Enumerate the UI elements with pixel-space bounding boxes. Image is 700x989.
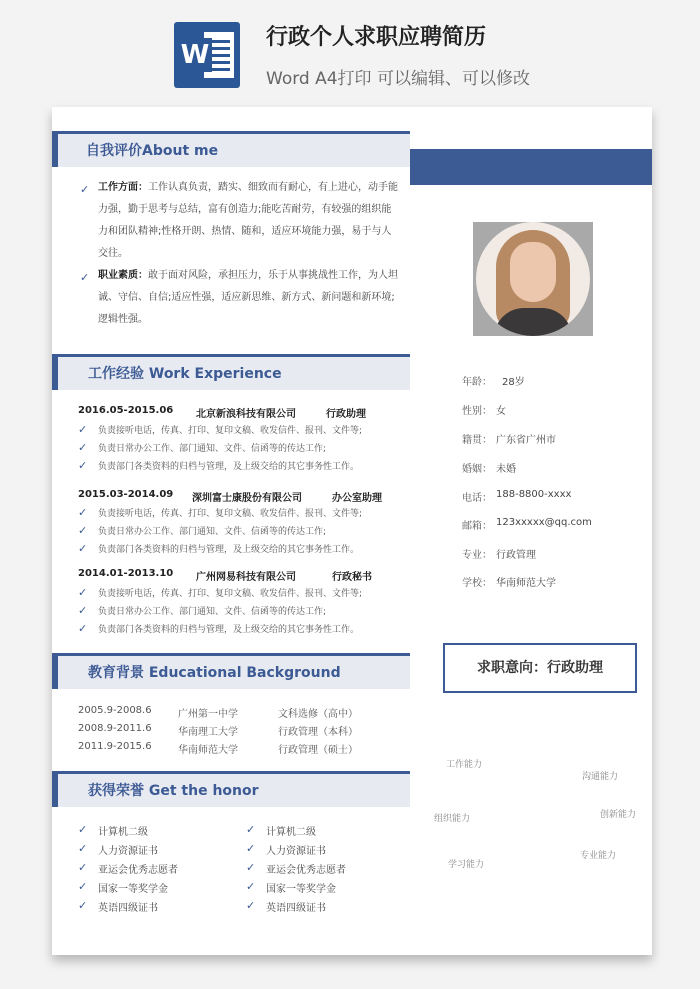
job-duty: 负责部门各类资料的归档与管理，及上级交给的其它事务性工作。 (98, 625, 360, 635)
job-duty: 负责部门各类资料的归档与管理，及上级交给的其它事务性工作。 (98, 462, 360, 472)
info-label-school: 学校： (462, 578, 492, 589)
section-education-heading: 教育背景 Educational Background (52, 653, 410, 689)
check-icon: ✓ (78, 842, 88, 855)
job-company: 广州网易科技有限公司 (196, 572, 296, 583)
skill-label: 学习能力 (448, 860, 485, 870)
info-phone: 188-8800-xxxx (496, 489, 572, 500)
about-item-quality: 职业素质：敢于面对风险，承担压力，乐于从事挑战性工作，为人坦诚、守信、自信;适应性强，适应新思维、新方式、新问题和新环境;逻辑性强。 (98, 270, 398, 325)
check-icon: ✓ (246, 899, 256, 912)
honor-item: 国家一等奖学金 (98, 884, 168, 895)
job-title: 办公室助理 (332, 493, 382, 504)
honor-item: 英语四级证书 (98, 903, 158, 914)
check-icon: ✓ (78, 899, 88, 912)
job-duty: 负责日常办公工作、部门通知、文件、信函等的传达工作; (98, 527, 327, 537)
page-title: 行政个人求职应聘简历 (266, 25, 487, 50)
info-age: 28岁 (502, 377, 525, 388)
job-period: 2016.05-2015.06 (78, 405, 174, 416)
honor-item: 国家一等奖学金 (266, 884, 336, 895)
honor-item: 亚运会优秀志愿者 (98, 865, 178, 876)
job-duty: 负责部门各类资料的归档与管理，及上级交给的其它事务性工作。 (98, 545, 360, 555)
edu-school: 广州第一中学 (178, 709, 238, 720)
check-icon: ✓ (78, 542, 88, 555)
job-duty: 负责接听电话，传真、打印、复印文稿、收发信件、报刊、文件等; (98, 426, 363, 436)
info-email: 123xxxxx@qq.com (496, 517, 592, 528)
info-major: 行政管理 (496, 550, 536, 561)
check-icon: ✓ (78, 604, 88, 617)
section-honor-heading: 获得荣誉 Get the honor (52, 771, 410, 807)
check-icon: ✓ (78, 459, 88, 472)
info-label-gender: 性别： (462, 406, 492, 417)
skill-label: 工作能力 (446, 760, 483, 770)
check-icon: ✓ (80, 183, 90, 196)
check-icon: ✓ (78, 586, 88, 599)
check-icon: ✓ (246, 861, 256, 874)
section-about-heading: 自我评价About me (52, 131, 410, 167)
edu-period: 2005.9-2008.6 (78, 705, 152, 716)
edu-major: 行政管理（硕士） (278, 745, 358, 756)
info-school: 华南师范大学 (496, 578, 556, 589)
check-icon: ✓ (246, 880, 256, 893)
honor-item: 英语四级证书 (266, 903, 326, 914)
edu-period: 2011.9-2015.6 (78, 741, 152, 752)
job-company: 深圳富士康股份有限公司 (192, 493, 302, 504)
check-icon: ✓ (246, 823, 256, 836)
info-origin: 广东省广州市 (496, 435, 556, 446)
info-label-major: 专业： (462, 550, 492, 561)
about-item-work: 工作方面：工作认真负责，踏实、细致而有耐心，有上进心，动手能力强，勤于思考与总结，富有创造力;能吃苦耐劳，有较强的组织能力和团队精神;性格开朗、热情、随和，适应环境能力强，易于与人交往。 (98, 182, 398, 259)
job-duty: 负责接听电话，传真、打印、复印文稿、收发信件、报刊、文件等; (98, 509, 363, 519)
check-icon: ✓ (80, 271, 90, 284)
check-icon: ✓ (78, 622, 88, 635)
info-label-phone: 电话： (462, 493, 492, 504)
job-duty: 负责接听电话，传真、打印、复印文稿、收发信件、报刊、文件等; (98, 589, 363, 599)
info-gender: 女 (496, 406, 506, 417)
info-label-email: 邮箱： (462, 521, 492, 532)
word-letter: W (178, 38, 212, 72)
skill-label: 创新能力 (600, 810, 637, 820)
avatar (476, 222, 590, 336)
honor-item: 计算机二级 (98, 827, 148, 838)
resume-paper (52, 107, 652, 955)
section-experience-heading: 工作经验 Work Experience (52, 354, 410, 390)
avatar-frame (473, 222, 593, 336)
honor-item: 亚运会优秀志愿者 (266, 865, 346, 876)
info-label-origin: 籍贯： (462, 435, 492, 446)
job-duty: 负责日常办公工作、部门通知、文件、信函等的传达工作; (98, 444, 327, 454)
info-label-age: 年龄： (462, 377, 492, 388)
edu-period: 2008.9-2011.6 (78, 723, 152, 734)
check-icon: ✓ (78, 423, 88, 436)
check-icon: ✓ (246, 842, 256, 855)
job-company: 北京新浪科技有限公司 (196, 409, 296, 420)
skill-label: 专业能力 (580, 851, 617, 861)
honor-item: 人力资源证书 (266, 846, 326, 857)
page-subtitle: Word A4打印 可以编辑、可以修改 (266, 69, 530, 89)
job-title: 行政助理 (326, 409, 366, 420)
job-period: 2014.01-2013.10 (78, 568, 174, 579)
edu-major: 文科选修（高中） (278, 709, 358, 720)
job-duty: 负责日常办公工作、部门通知、文件、信函等的传达工作; (98, 607, 327, 617)
info-marital: 未婚 (496, 464, 516, 475)
check-icon: ✓ (78, 441, 88, 454)
honor-item: 人力资源证书 (98, 846, 158, 857)
check-icon: ✓ (78, 823, 88, 836)
check-icon: ✓ (78, 524, 88, 537)
check-icon: ✓ (78, 506, 88, 519)
honor-item: 计算机二级 (266, 827, 316, 838)
objective-box (443, 643, 637, 693)
edu-school: 华南师范大学 (178, 745, 238, 756)
check-icon: ✓ (78, 880, 88, 893)
info-label-marital: 婚姻： (462, 464, 492, 475)
check-icon: ✓ (78, 861, 88, 874)
accent-bar (410, 149, 652, 185)
job-period: 2015.03-2014.09 (78, 489, 174, 500)
skill-label: 组织能力 (434, 814, 471, 824)
job-title: 行政秘书 (332, 572, 372, 583)
objective-text: 求职意向：行政助理 (477, 660, 603, 676)
skill-label: 沟通能力 (582, 772, 619, 782)
edu-school: 华南理工大学 (178, 727, 238, 738)
edu-major: 行政管理（本科） (278, 727, 358, 738)
word-icon (174, 22, 240, 88)
